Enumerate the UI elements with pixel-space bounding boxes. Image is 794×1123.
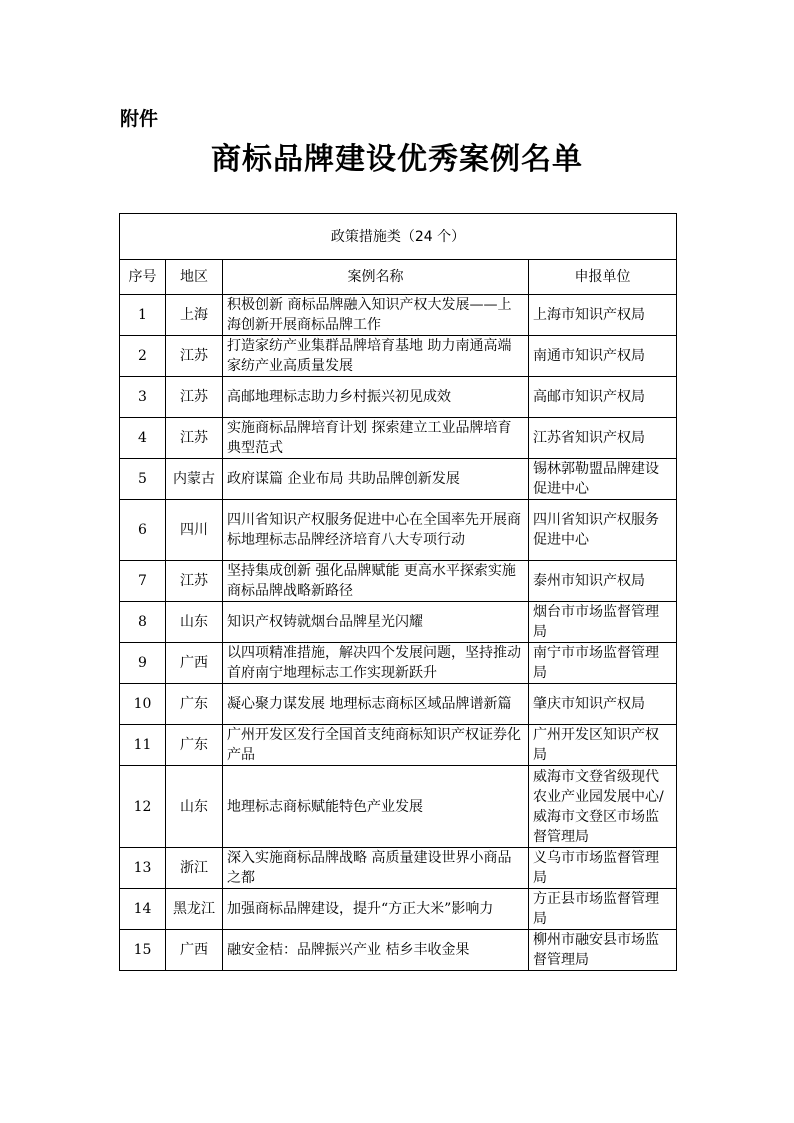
row-unit: 威海市文登省级现代农业产业园发展中心/威海市文登区市场监督管理局	[529, 766, 677, 848]
row-region: 内蒙古	[166, 459, 223, 500]
row-case-name: 实施商标品牌培育计划 探索建立工业品牌培育典型范式	[223, 418, 529, 459]
document-title: 商标品牌建设优秀案例名单	[211, 142, 583, 177]
category-header: 政策措施类（24 个）	[120, 214, 677, 260]
row-case-name: 加强商标品牌建设，提升“方正大米”影响力	[223, 889, 529, 930]
row-number: 15	[120, 930, 166, 971]
row-unit: 烟台市市场监督管理局	[529, 602, 677, 643]
row-number: 11	[120, 725, 166, 766]
row-region: 江苏	[166, 377, 223, 418]
table-row	[120, 643, 677, 684]
row-unit: 锡林郭勒盟品牌建设促进中心	[529, 459, 677, 500]
row-case-name: 深入实施商标品牌战略 高质量建设世界小商品之都	[223, 848, 529, 889]
row-case-name: 广州开发区发行全国首支纯商标知识产权证券化产品	[223, 725, 529, 766]
row-region: 山东	[166, 766, 223, 848]
row-region: 广西	[166, 643, 223, 684]
row-number: 10	[120, 684, 166, 725]
row-unit: 泰州市知识产权局	[529, 561, 677, 602]
row-number: 13	[120, 848, 166, 889]
row-unit: 四川省知识产权服务促进中心	[529, 500, 677, 561]
table-row	[120, 930, 677, 971]
row-region: 广东	[166, 725, 223, 766]
row-case-name: 高邮地理标志助力乡村振兴初见成效	[223, 377, 529, 418]
row-case-name: 四川省知识产权服务促进中心在全国率先开展商标地理标志品牌经济培育八大专项行动	[223, 500, 529, 561]
table-row	[120, 766, 677, 848]
row-case-name: 打造家纺产业集群品牌培育基地 助力南通高端家纺产业高质量发展	[223, 336, 529, 377]
row-region: 四川	[166, 500, 223, 561]
table-row	[120, 602, 677, 643]
row-number: 14	[120, 889, 166, 930]
row-number: 3	[120, 377, 166, 418]
row-unit: 江苏省知识产权局	[529, 418, 677, 459]
row-unit: 义乌市市场监督管理局	[529, 848, 677, 889]
column-header-unit: 申报单位	[529, 260, 677, 295]
row-unit: 方正县市场监督管理局	[529, 889, 677, 930]
row-region: 山东	[166, 602, 223, 643]
table-row	[120, 336, 677, 377]
row-case-name: 政府谋篇 企业布局 共助品牌创新发展	[223, 459, 529, 500]
row-case-name: 以四项精准措施，解决四个发展问题，坚持推动首府南宁地理标志工作实现新跃升	[223, 643, 529, 684]
table-row	[120, 848, 677, 889]
row-number: 5	[120, 459, 166, 500]
row-number: 6	[120, 500, 166, 561]
row-case-name: 凝心聚力谋发展 地理标志商标区域品牌谱新篇	[223, 684, 529, 725]
row-case-name: 积极创新 商标品牌融入知识产权大发展——上海创新开展商标品牌工作	[223, 295, 529, 336]
column-header-case-name: 案例名称	[223, 260, 529, 295]
cases-table	[119, 213, 677, 971]
row-region: 上海	[166, 295, 223, 336]
row-region: 浙江	[166, 848, 223, 889]
row-case-name: 融安金桔：品牌振兴产业 桔乡丰收金果	[223, 930, 529, 971]
row-region: 广东	[166, 684, 223, 725]
table-row	[120, 295, 677, 336]
row-number: 8	[120, 602, 166, 643]
row-unit: 高邮市知识产权局	[529, 377, 677, 418]
column-header-region: 地区	[166, 260, 223, 295]
row-region: 江苏	[166, 561, 223, 602]
row-unit: 南宁市市场监督管理局	[529, 643, 677, 684]
row-case-name: 坚持集成创新 强化品牌赋能 更高水平探索实施商标品牌战略新路径	[223, 561, 529, 602]
table-row	[120, 561, 677, 602]
row-case-name: 知识产权铸就烟台品牌星光闪耀	[223, 602, 529, 643]
row-number: 4	[120, 418, 166, 459]
row-number: 1	[120, 295, 166, 336]
row-number: 9	[120, 643, 166, 684]
table-row	[120, 459, 677, 500]
row-case-name: 地理标志商标赋能特色产业发展	[223, 766, 529, 848]
row-unit: 肇庆市知识产权局	[529, 684, 677, 725]
table-row	[120, 418, 677, 459]
row-unit: 柳州市融安县市场监督管理局	[529, 930, 677, 971]
row-number: 2	[120, 336, 166, 377]
row-region: 黑龙江	[166, 889, 223, 930]
column-header-number: 序号	[120, 260, 166, 295]
row-region: 广西	[166, 930, 223, 971]
row-region: 江苏	[166, 418, 223, 459]
row-region: 江苏	[166, 336, 223, 377]
table-row	[120, 377, 677, 418]
row-unit: 广州开发区知识产权局	[529, 725, 677, 766]
table-row	[120, 500, 677, 561]
table-row	[120, 684, 677, 725]
table-row	[120, 725, 677, 766]
row-number: 12	[120, 766, 166, 848]
row-unit: 南通市知识产权局	[529, 336, 677, 377]
table-row	[120, 889, 677, 930]
row-number: 7	[120, 561, 166, 602]
attachment-label: 附件	[120, 108, 159, 130]
row-unit: 上海市知识产权局	[529, 295, 677, 336]
